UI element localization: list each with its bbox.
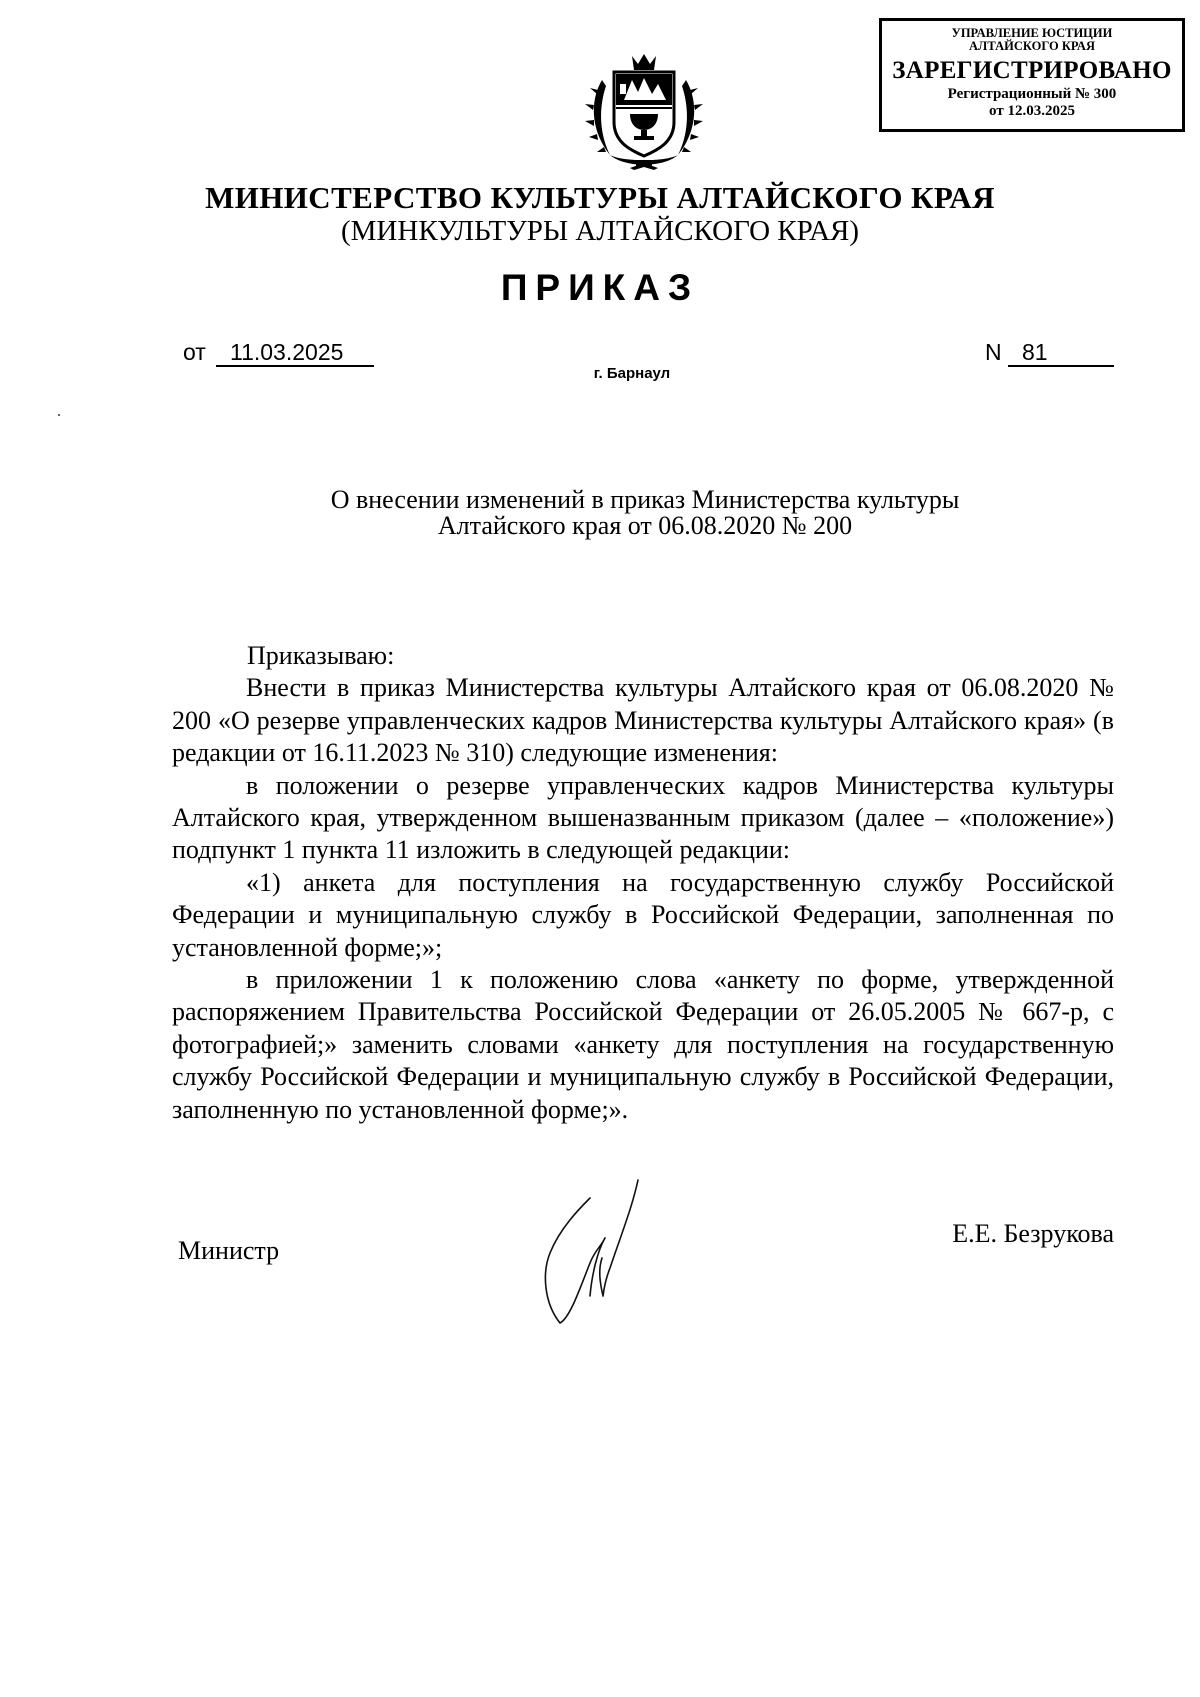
ministry-short-name: (МИНКУЛЬТУРЫ АЛТАЙСКОГО КРАЯ)	[340, 215, 860, 247]
body-paragraph-appendix: в приложении 1 к положению слова «анкету по форме, утвержденной распоряжением Правительства Российской Федерации от 26.05.2005 № 667-р, с фотографией;» заменить словами «анкету для поступления на государственную службу Российской Федерации и муниципальную службу в Российской Федерации, заполненную по установленной форме;».	[172, 965, 1114, 1124]
stamp-org-line2: АЛТАЙСКОГО КРАЯ	[969, 39, 1095, 53]
handwritten-signature-icon	[520, 1178, 650, 1328]
order-body	[172, 640, 1114, 1126]
signer-title: Министр	[178, 1236, 280, 1265]
order-number: 81	[1008, 339, 1114, 367]
ministry-name: МИНИСТЕРСТВО КУЛЬТУРЫ АЛТАЙСКОГО КРАЯ	[205, 180, 995, 215]
subject-line-1: О внесении изменений в приказ Министерства культуры	[330, 485, 960, 514]
order-subject	[0, 487, 1200, 539]
stamp-reg-date: от 12.03.2025	[989, 103, 1075, 119]
subject-line-2: Алтайского края от 06.08.2020 № 200	[437, 511, 853, 540]
body-paragraph-order: Приказываю:	[247, 641, 395, 670]
body-paragraph-amend: Внести в приказ Министерства культуры Алтайского края от 06.08.2020 № 200 «О резерве управленческих кадров Министерства культуры Алтайского края» (в редакции от 16.11.2023 № 310) следующие изменения:	[172, 673, 1114, 768]
date-prefix: от	[183, 339, 206, 365]
body-paragraph-regulation: в положении о резерве управленческих кадров Министерства культуры Алтайского края, утвержденном вышеназванным приказом (далее – «положение») подпункт 1 пункта 11 изложить в следующей редакции:	[172, 770, 1114, 865]
stamp-status: ЗАРЕГИСТРИРОВАНО	[892, 57, 1172, 84]
order-date: 11.03.2025	[216, 339, 374, 367]
document-type: ПРИКАЗ	[500, 267, 700, 308]
scan-artifact	[58, 414, 60, 416]
signer-name: Е.Е. Безрукова	[952, 1219, 1114, 1248]
stamp-reg-number: Регистрационный № 300	[947, 86, 1117, 102]
city: г. Барнаул	[593, 365, 671, 382]
coat-of-arms-icon	[580, 50, 708, 174]
body-paragraph-subclause: «1) анкета для поступления на государственную службу Российской Федерации и муниципальную службу в Российской Федерации, заполненная по установленной форме;»;	[172, 867, 1114, 962]
number-prefix: N	[985, 339, 1002, 365]
registration-stamp	[879, 18, 1185, 132]
stamp-org-line1: УПРАВЛЕНИЕ ЮСТИЦИИ	[951, 26, 1113, 40]
